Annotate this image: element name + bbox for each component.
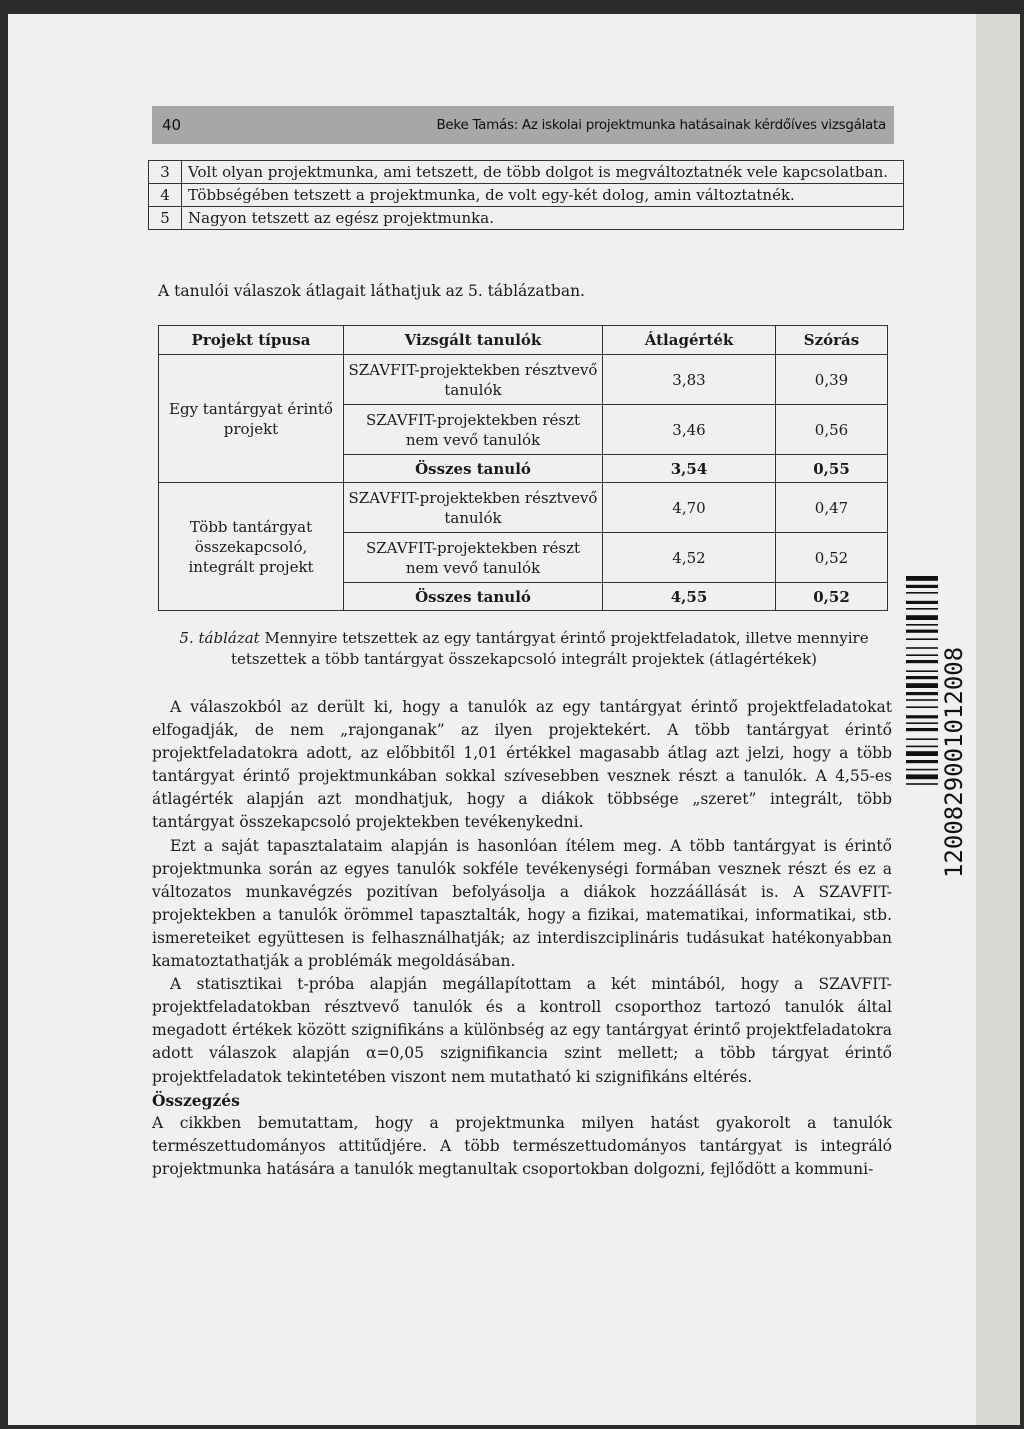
scale-text: Nagyon tetszett az egész projektmunka.	[182, 207, 904, 230]
sd-cell: 0,52	[776, 533, 888, 583]
total-sd-cell: 0,55	[776, 455, 888, 483]
table-intro: A tanulói válaszok átlagait láthatjuk az 5. táblázatban.	[158, 282, 585, 300]
paragraph: Ezt a saját tapasztalataim alapján is hasonlóan ítélem meg. A több tantárgyat is érintő projektmunka során az egyes tanulók sokféle tevékenységi formában vesznek részt és ez a változatos munkavégzés pozitívan befolyásolja a diákok hozzáállását is. A SZAVFIT-projektekben a tanulók örömmel tapasztalták, hogy a fizikai, matematikai, informatikai, stb. ismereteiket együttesen is felhasználhatják; az interdiszciplináris tudásukat hatékonyabban kamatoztathatják a problémák megoldásában.	[152, 836, 892, 971]
barcode-bar	[906, 738, 938, 740]
barcode-bar	[906, 699, 938, 701]
total-label-cell: Összes tanuló	[344, 455, 603, 483]
table-row	[149, 161, 904, 184]
mean-cell: 4,52	[603, 533, 776, 583]
paragraph: A cikkben bemutattam, hogy a projektmunka milyen hatást gyakorolt a tanulók természettudományos attitűdjére. A több természettudományos tantárgyat is integráló projektmunka hatására a tanulók megtanultak csoportokban dolgozni, fejlődött a kommuni-	[152, 1113, 892, 1178]
barcode-bar	[906, 670, 938, 672]
table-row	[159, 483, 888, 533]
scale-text: Volt olyan projektmunka, ami tetszett, de több dolgot is megváltoztatnék vele kapcsolatban.	[182, 161, 904, 184]
barcode-bar	[906, 654, 938, 656]
col-header-students: Vizsgált tanulók	[344, 326, 603, 355]
col-header-type: Projekt típusa	[159, 326, 344, 355]
table-header-row	[159, 326, 888, 355]
barcode-bar	[906, 783, 938, 785]
barcode-bar	[906, 630, 938, 633]
scale-number: 3	[149, 161, 182, 184]
caption-label: 5. táblázat	[179, 629, 260, 647]
total-sd-cell: 0,52	[776, 583, 888, 611]
barcode-bar	[906, 660, 938, 663]
paragraph: A statisztikai t-próba alapján megállapítottam a két mintából, hogy a SZAVFIT-projektfeladatokban résztvevő tanulók és a kontroll csoporthoz tartozó tanulók által megadott értékek között szignifikáns a különbség az egy tantárgyat érintő projektfeladatokra adott válaszok alapján α=0,05 szignifikancia szint mellett; a több tárgyat érintő projektfeladatok tekintetében viszont nem mutatható ki szignifikáns eltérés.	[152, 975, 892, 1086]
total-label-cell: Összes tanuló	[344, 583, 603, 611]
col-header-sd: Szórás	[776, 326, 888, 355]
barcode-number: 1200829001012008	[940, 646, 968, 878]
barcode-bar	[906, 769, 938, 771]
mean-cell: 3,46	[603, 405, 776, 455]
total-mean-cell: 4,55	[603, 583, 776, 611]
total-mean-cell: 3,54	[603, 455, 776, 483]
barcode-bar	[906, 638, 938, 640]
barcode-bar	[906, 706, 938, 708]
barcode-bar	[906, 585, 938, 588]
barcode-bar	[906, 592, 938, 594]
page-number: 40	[162, 116, 182, 134]
col-header-mean: Átlagérték	[603, 326, 776, 355]
barcode-bar	[906, 601, 938, 604]
scale-table	[148, 160, 904, 230]
scale-text: Többségében tetszett a projektmunka, de volt egy-két dolog, amin változtatnék.	[182, 184, 904, 207]
sd-cell: 0,47	[776, 483, 888, 533]
barcode-bar	[906, 676, 938, 679]
table-caption	[156, 628, 892, 670]
barcode-bar	[906, 576, 938, 581]
barcode-bar	[906, 692, 938, 695]
barcode-bar	[906, 615, 938, 620]
mean-cell: 4,70	[603, 483, 776, 533]
results-table	[158, 325, 888, 611]
running-title: Beke Tamás: Az iskolai projektmunka hatásainak kérdőíves vizsgálata	[436, 117, 886, 133]
sd-cell: 0,56	[776, 405, 888, 455]
caption-text: Mennyire tetszettek az egy tantárgyat érintő projektfeladatok, illetve mennyire tetszettek a több tantárgyat összekapcsoló integrált projektek (átlagértékek)	[231, 629, 869, 668]
barcode-bar	[906, 624, 938, 626]
table-row	[159, 355, 888, 405]
project-type-cell: Több tantárgyat összekapcsoló, integrált projekt	[159, 483, 344, 611]
students-cell: SZAVFIT-projektekben részt nem vevő tanulók	[344, 405, 603, 455]
students-cell: SZAVFIT-projektekben résztvevő tanulók	[344, 483, 603, 533]
scale-number: 5	[149, 207, 182, 230]
barcode-bar	[906, 746, 938, 748]
barcode-bar	[906, 683, 938, 688]
barcode-bar	[906, 760, 938, 763]
running-header	[152, 106, 894, 144]
body-text	[152, 696, 892, 1181]
barcode-bar	[906, 774, 938, 779]
table-row	[149, 207, 904, 230]
barcode-bar	[906, 751, 938, 756]
barcode-bar	[906, 728, 938, 731]
library-barcode	[900, 570, 970, 880]
barcode-bar	[906, 715, 938, 718]
students-cell: SZAVFIT-projektekben részt nem vevő tanulók	[344, 533, 603, 583]
barcode-bar	[906, 608, 938, 610]
scale-number: 4	[149, 184, 182, 207]
barcode-bar	[906, 647, 938, 649]
mean-cell: 3,83	[603, 355, 776, 405]
sd-cell: 0,39	[776, 355, 888, 405]
page-edge	[976, 14, 1020, 1425]
table-row	[149, 184, 904, 207]
paragraph: A válaszokból az derült ki, hogy a tanulók az egy tantárgyat érintő projektfeladatokat elfogadják, de nem „rajonganak” az ilyen projektekért. A több tantárgyat érintő projektfeladatokra adott, az előbbitől 1,01 értékkel magasabb átlag azt jelzi, hogy a több tantárgyat érintő projektmunkában sokkal szívesebben vesznek részt a tanulók. A 4,55-es átlagérték alapján azt mondhatjuk, hogy a diákok többsége „szeret” integrált, több tantárgyat összekapcsoló projektekben tevékenykedni.	[152, 698, 892, 832]
section-heading: Összegzés	[152, 1090, 240, 1110]
students-cell: SZAVFIT-projektekben résztvevő tanulók	[344, 355, 603, 405]
barcode-bar	[906, 722, 938, 724]
project-type-cell: Egy tantárgyat érintő projekt	[159, 355, 344, 483]
